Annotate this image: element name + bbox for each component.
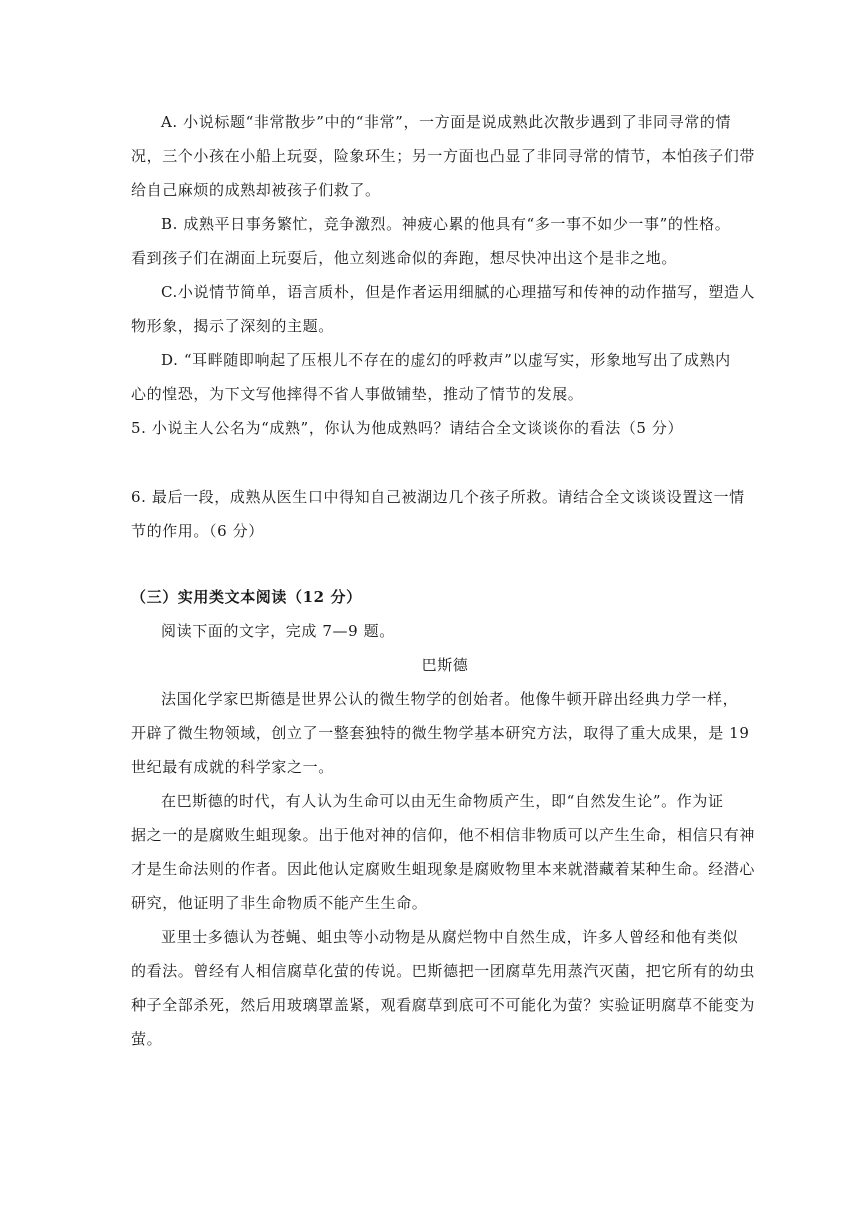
paragraph-1-line-2: 开辟了微生物领域，创立了一整套独特的微生物学基本研究方法，取得了重大成果，是 19 (131, 724, 750, 742)
question-6-line-2: 节的作用。（6 分） (131, 522, 264, 540)
paragraph-3-line-3: 种子全部杀死，然后用玻璃罩盖紧，观看腐草到底可不可能化为萤？实验证明腐草不能变为 (131, 996, 756, 1014)
article-title: 巴斯德 (421, 656, 469, 674)
option-c-line-2: 物形象，揭示了深刻的主题。 (131, 317, 334, 335)
option-b-line-2: 看到孩子们在湖面上玩耍后，他立刻逃命似的奔跑，想尽快冲出这个是非之地。 (131, 249, 678, 267)
option-d-line-2: 心的惶恐，为下文写他摔得不省人事做铺垫，推动了情节的发展。 (131, 385, 584, 403)
option-b-line-1: B. 成熟平日事务繁忙，竞争激烈。神疲心累的他具有“多一事不如少一事”的性格。 (161, 215, 731, 233)
paragraph-2-line-2: 据之一的是腐败生蛆现象。出于他对神的信仰，他不相信非物质可以产生生命，相信只有神 (131, 826, 756, 844)
option-a-line-3: 给自己麻烦的成熟却被孩子们救了。 (131, 181, 381, 199)
paragraph-2-line-1: 在巴斯德的时代，有人认为生命可以由无生命物质产生，即“自然发生论”。作为证 (161, 792, 724, 810)
reading-instruction: 阅读下面的文字，完成 7—9 题。 (161, 622, 395, 640)
question-6-line-1: 6. 最后一段，成熟从医生口中得知自己被湖边几个孩子所救。请结合全文谈谈设置这一情 (131, 488, 745, 506)
paragraph-3-line-4: 萤。 (131, 1030, 163, 1048)
paragraph-1-line-1: 法国化学家巴斯德是世界公认的微生物学的创始者。他像牛顿开辟出经典力学一样， (161, 690, 739, 708)
option-c-line-1: C.小说情节简单，语言质朴，但是作者运用细腻的心理描写和传神的动作描写，塑造人 (161, 283, 756, 301)
paragraph-3-line-1: 亚里士多德认为苍蝇、蛆虫等小动物是从腐烂物中自然生成，许多人曾经和他有类似 (161, 928, 739, 946)
paragraph-1-line-3: 世纪最有成就的科学家之一。 (131, 758, 334, 776)
option-a-line-2: 况，三个小孩在小船上玩耍，险象环生；另一方面也凸显了非同寻常的情节，本怕孩子们带 (131, 147, 756, 165)
paragraph-2-line-4: 研究，他证明了非生命物质不能产生生命。 (131, 894, 428, 912)
section-heading: （三）实用类文本阅读（12 分） (131, 588, 362, 606)
paragraph-3-line-2: 的看法。曾经有人相信腐草化萤的传说。巴斯德把一团腐草先用蒸汽灭菌，把它所有的幼虫 (131, 962, 756, 980)
option-a-line-1: A. 小说标题“非常散步”中的“非常”，一方面是说成熟此次散步遇到了非同寻常的情 (161, 113, 732, 131)
question-5: 5. 小说主人公名为“成熟”，你认为他成熟吗？请结合全文谈谈你的看法（5 分） (131, 419, 684, 437)
option-d-line-1: D. “耳畔随即响起了压根儿不存在的虚幻的呼救声”以虚写实，形象地写出了成熟内 (161, 351, 731, 369)
paragraph-2-line-3: 才是生命法则的作者。因此他认定腐败生蛆现象是腐败物里本来就潜藏着某种生命。经潜心 (131, 860, 756, 878)
